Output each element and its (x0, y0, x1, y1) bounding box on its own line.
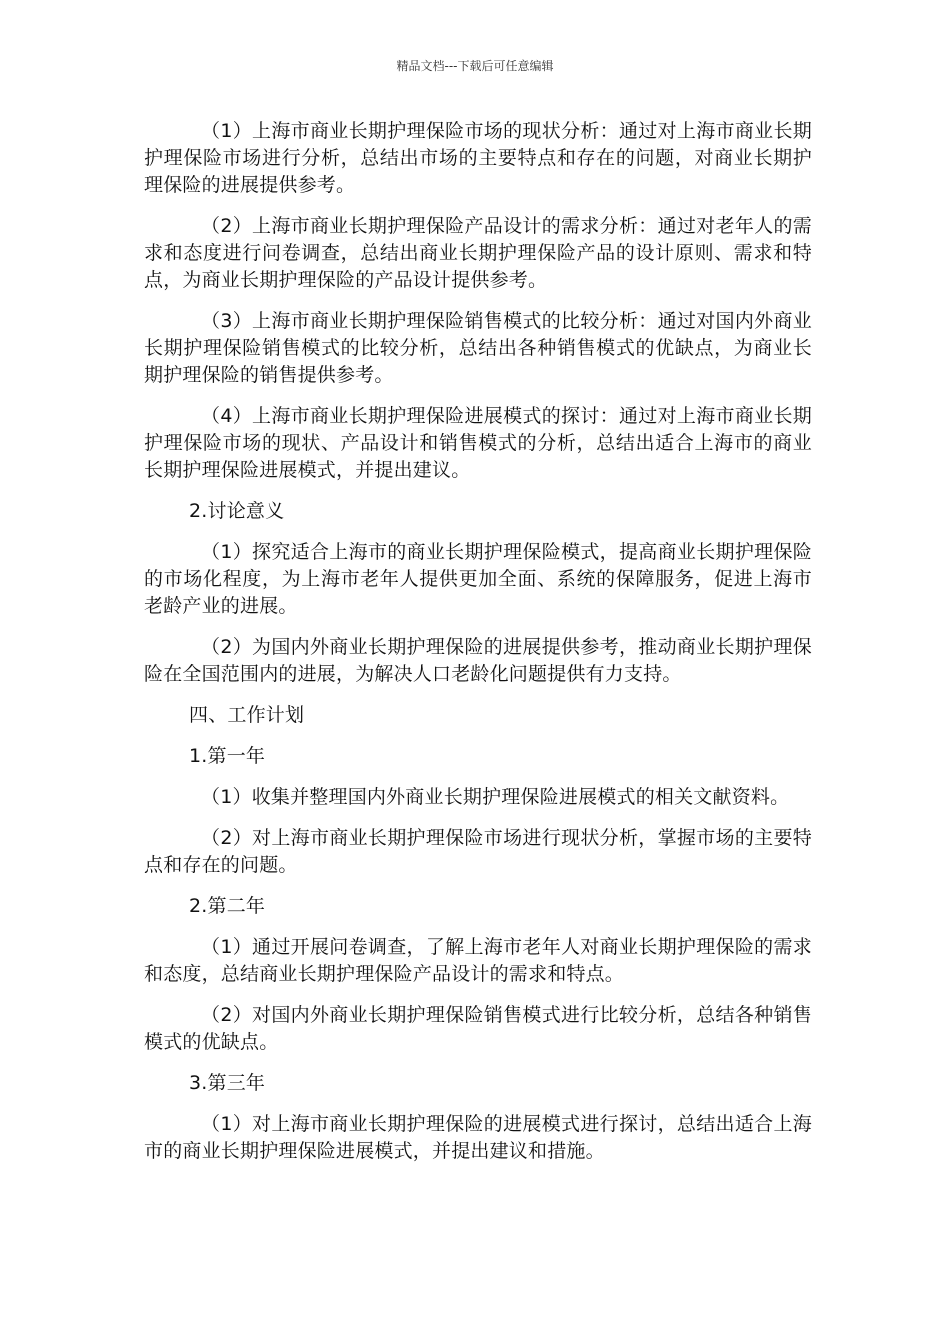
paragraph-year3-1: （1）对上海市商业长期护理保险的进展模式进行探讨，总结出适合上海市的商业长期护理保险进展模式，并提出建议和措施。 (144, 1113, 812, 1162)
paragraph-analysis-2: （2）上海市商业长期护理保险产品设计的需求分析：通过对老年人的需求和态度进行问卷调查，总结出商业长期护理保险产品的设计原则、需求和特点，为商业长期护理保险的产品设计提供参考。 (144, 215, 812, 291)
paragraph-year1-1: （1）收集并整理国内外商业长期护理保险进展模式的相关文献资料。 (201, 786, 790, 808)
page-header: 精品文档---下载后可任意编辑 (396, 59, 554, 73)
paragraph-analysis-1: （1）上海市商业长期护理保险市场的现状分析：通过对上海市商业长期护理保险市场进行分析，总结出市场的主要特点和存在的问题，对商业长期护理保险的进展提供参考。 (144, 120, 812, 196)
paragraph-year2-2: （2）对国内外商业长期护理保险销售模式进行比较分析，总结各种销售模式的优缺点。 (144, 1004, 812, 1053)
document-body (144, 118, 812, 1179)
heading-year-1: 1.第一年 (189, 745, 266, 767)
paragraph-year1-2: （2）对上海市商业长期护理保险市场进行现状分析，掌握市场的主要特点和存在的问题。 (144, 827, 812, 876)
heading-work-plan: 四、工作计划 (189, 704, 305, 726)
paragraph-analysis-3: （3）上海市商业长期护理保险销售模式的比较分析：通过对国内外商业长期护理保险销售模式的比较分析，总结出各种销售模式的优缺点，为商业长期护理保险的销售提供参考。 (144, 310, 812, 386)
heading-year-3: 3.第三年 (189, 1072, 266, 1094)
paragraph-analysis-4: （4）上海市商业长期护理保险进展模式的探讨：通过对上海市商业长期护理保险市场的现状、产品设计和销售模式的分析，总结出适合上海市的商业长期护理保险进展模式，并提出建议。 (144, 405, 812, 481)
heading-year-2: 2.第二年 (189, 895, 266, 917)
paragraph-significance-1: （1）探究适合上海市的商业长期护理保险模式，提高商业长期护理保险的市场化程度，为上海市老年人提供更加全面、系统的保障服务，促进上海市老龄产业的进展。 (144, 541, 812, 617)
heading-significance: 2.讨论意义 (189, 500, 285, 522)
paragraph-significance-2: （2）为国内外商业长期护理保险的进展提供参考，推动商业长期护理保险在全国范围内的进展，为解决人口老龄化问题提供有力支持。 (144, 636, 812, 685)
paragraph-year2-1: （1）通过开展问卷调查，了解上海市老年人对商业长期护理保险的需求和态度，总结商业长期护理保险产品设计的需求和特点。 (144, 936, 812, 985)
